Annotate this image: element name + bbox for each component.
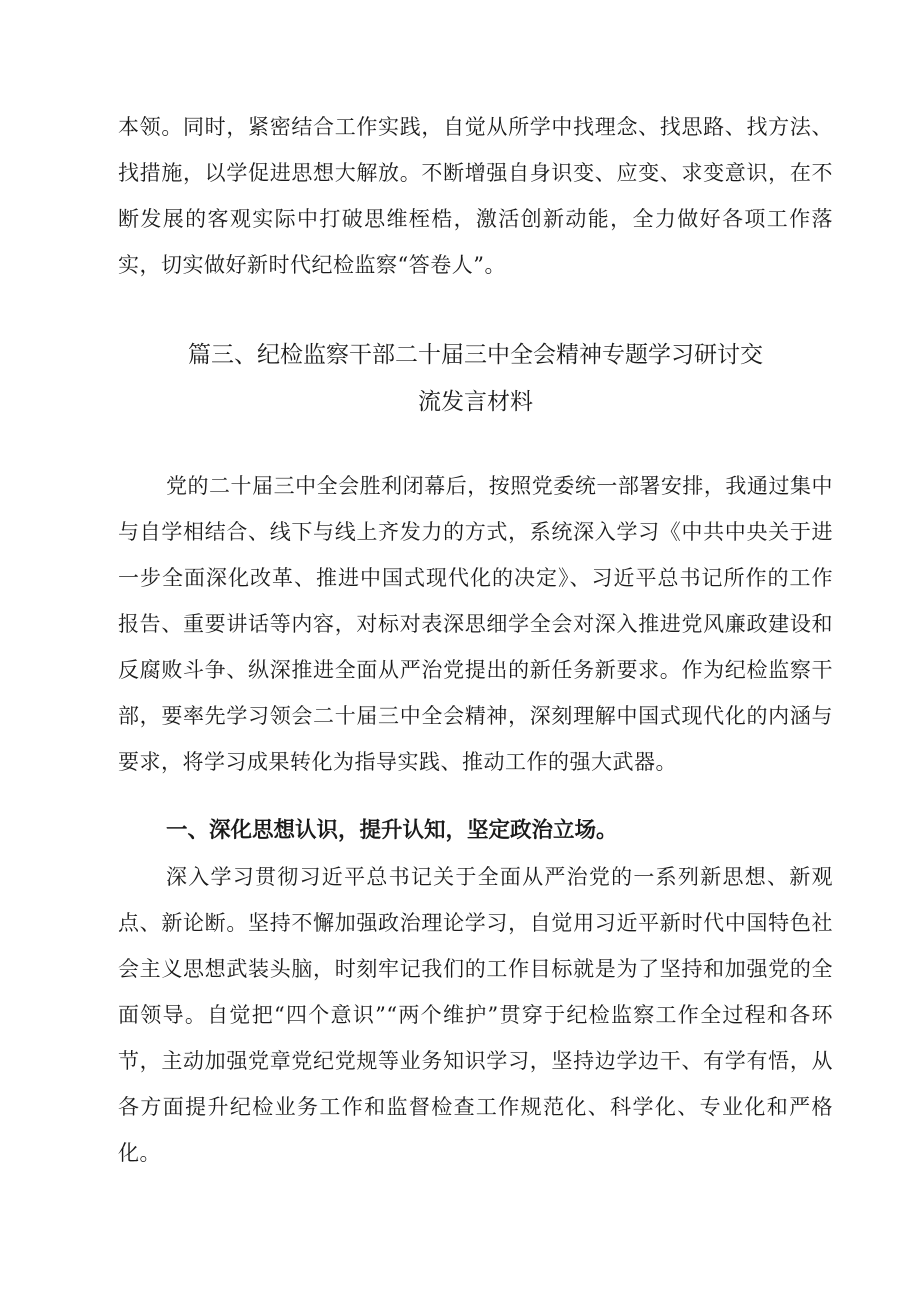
document-title-line-2: 流发言材料 [418, 389, 533, 415]
intro-paragraph: 党的二十届三中全会胜利闭幕后，按照党委统一部署安排，我通过集中与自学相结合、线下与线上齐发力的方式，系统深入学习《中共中央关于进一步全面深化改革、推进中国式现代化的决定》、习近平总书记所作的工作报告、重要讲话等内容，对标对表深思细学全会对深入推进党风廉政建设和反腐败斗争、纵深推进全面从严治党提出的新任务新要求。作为纪检监察干部，要率先学习领会二十届三中全会精神，深刻理解中国式现代化的内涵与要求，将学习成果转化为指导实践、推动工作的强大武器。 [118, 474, 833, 774]
document-title [118, 332, 833, 426]
section-heading-1: 一、深化思想认识，提升认知，坚定政治立场。 [166, 818, 618, 843]
document-title-line-1: 篇三、纪检监察干部二十届三中全会精神专题学习研讨交 [188, 342, 763, 368]
continuation-paragraph: 本领。同时，紧密结合工作实践，自觉从所学中找理念、找思路、找方法、找措施，以学促进思想大解放。不断增强自身识变、应变、求变意识，在不断发展的客观实际中打破思维桎梏，激活创新动能，全力做好各项工作落实，切实做好新时代纪检监察“答卷人”。 [118, 115, 833, 277]
section-1-paragraph: 深入学习贯彻习近平总书记关于全面从严治党的一系列新思想、新观点、新论断。坚持不懈加强政治理论学习，自觉用习近平新时代中国特色社会主义思想武装头脑，时刻牢记我们的工作目标就是为了坚持和加强党的全面领导。自觉把“四个意识”“两个维护”贯穿于纪检监察工作全过程和各环节，主动加强党章党纪党规等业务知识学习，坚持边学边干、有学有悟，从各方面提升纪检业务工作和监督检查工作规范化、科学化、专业化和严格化。 [118, 865, 833, 1165]
